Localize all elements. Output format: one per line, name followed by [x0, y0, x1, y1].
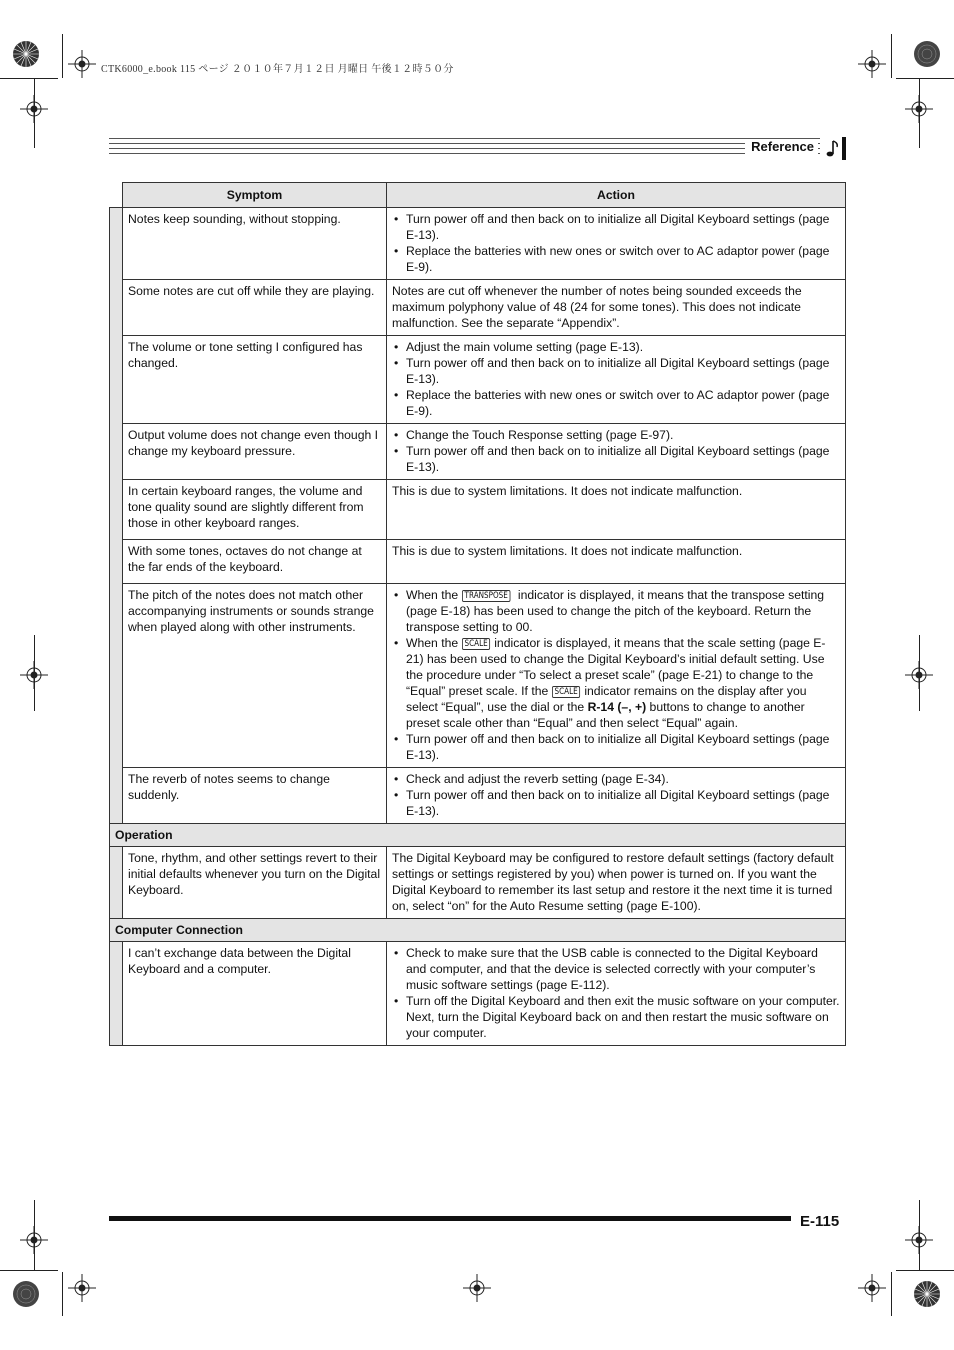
action-item: • Replace the batteries with new ones or switch over to AC adaptor power (page E-9).: [392, 387, 840, 419]
table-gutter: [110, 942, 123, 1046]
symptom-cell: The pitch of the notes does not match other accompanying instruments or sounds strange when played along with other instruments.: [123, 584, 387, 768]
action-item: • Turn power off and then back on to initialize all Digital Keyboard settings (page E-13).: [392, 443, 840, 475]
action-cell: The Digital Keyboard may be configured to restore default settings (factory default settings or settings registered by you) when power is turned on. If you want the Digital Keyboard to remember its last setup and restore it the next time it is turned on, select “on” for the Auto Resume setting (page E-100).: [387, 847, 846, 919]
column-header-action: Action: [387, 183, 846, 208]
table-row: [110, 208, 846, 280]
print-info-line: CTK6000_e.book 115 ページ ２０１０年７月１２日 月曜日 午後１２時５０分: [101, 64, 454, 75]
registration-sunburst-icon: [12, 1280, 40, 1308]
symptom-cell: I can’t exchange data between the Digital Keyboard and a computer.: [123, 942, 387, 1046]
troubleshooting-table: [109, 182, 846, 1046]
transpose-indicator: TRANSPOSE: [462, 590, 510, 602]
action-cell: This is due to system limitations. It does not indicate malfunction.: [387, 540, 846, 584]
action-cell: [387, 768, 846, 824]
music-note-icon: [820, 137, 842, 159]
crosshair-target-icon: [68, 1274, 96, 1302]
action-cell: [387, 336, 846, 424]
registration-sunburst-icon: [913, 1280, 941, 1308]
table-gutter: [110, 183, 123, 208]
symptom-cell: The reverb of notes seems to change suddenly.: [123, 768, 387, 824]
action-item: • Turn power off and then back on to initialize all Digital Keyboard settings (page E-13).: [392, 211, 840, 243]
section-row-operation: [110, 824, 846, 847]
table-header-row: [110, 183, 846, 208]
action-text: buttons to change to another preset scale other than “Equal” and then select “Equal” again.: [406, 700, 805, 730]
section-heading: Computer Connection: [110, 919, 846, 942]
column-header-symptom: Symptom: [123, 183, 387, 208]
action-cell: [387, 584, 846, 768]
table-gutter: [110, 208, 123, 824]
action-item: • Adjust the main volume setting (page E-13).: [392, 339, 840, 355]
registration-sunburst-icon: [913, 40, 941, 68]
symptom-cell: The volume or tone setting I configured has changed.: [123, 336, 387, 424]
section-heading: Operation: [110, 824, 846, 847]
header-rule-lines: [109, 138, 842, 160]
action-text: indicator is displayed, it means that the transpose setting (page E-18) has been used to change the pitch of the keyboard. Return the transpose setting to 00.: [406, 588, 825, 634]
crosshair-target-icon: [858, 1274, 886, 1302]
symptom-cell: With some tones, octaves do not change at the far ends of the keyboard.: [123, 540, 387, 584]
action-text: When the: [406, 636, 459, 650]
footer-rule: [109, 1216, 791, 1221]
table-row: [110, 424, 846, 480]
action-cell: [387, 424, 846, 480]
crosshair-target-icon: [463, 1274, 491, 1302]
table-row: [110, 942, 846, 1046]
action-item: • Check and adjust the reverb setting (page E-34).: [392, 771, 840, 787]
button-reference: R-14 (–, +): [587, 700, 647, 714]
symptom-cell: Tone, rhythm, and other settings revert to their initial defaults whenever you turn on the Digital Keyboard.: [123, 847, 387, 919]
table-row: [110, 540, 846, 584]
table-row: [110, 336, 846, 424]
action-item: • Change the Touch Response setting (page E-97).: [392, 427, 840, 443]
action-cell: [387, 208, 846, 280]
action-text: When the: [406, 588, 459, 602]
table-row: [110, 584, 846, 768]
table-row: [110, 768, 846, 824]
scale-indicator: SCALE: [552, 686, 580, 698]
action-item: • Turn power off and then back on to initialize all Digital Keyboard settings (page E-13).: [392, 787, 840, 819]
action-item: • Replace the batteries with new ones or switch over to AC adaptor power (page E-9).: [392, 243, 840, 275]
scale-indicator: SCALE: [462, 638, 490, 650]
action-text: indicator is displayed, it means that the scale setting (page E-21) has been used to change the Digital Keyboard’s initial default setting. Use the procedure under “To select a preset scale” (page E-21) to change to the “Equal” preset scale. If the: [406, 636, 826, 698]
symptom-cell: Notes keep sounding, without stopping.: [123, 208, 387, 280]
table-row: [110, 280, 846, 336]
action-item: [392, 587, 840, 635]
table-row: [110, 480, 846, 540]
action-item: • Check to make sure that the USB cable is connected to the Digital Keyboard and computer, and that the device is selected correctly with your computer’s music software settings (page E-112).: [392, 945, 840, 993]
symptom-cell: Some notes are cut off while they are playing.: [123, 280, 387, 336]
header-end-bar: [842, 137, 846, 160]
action-text: indicator remains on the display after you select “Equal”, use the dial or the: [406, 684, 807, 714]
symptom-cell: In certain keyboard ranges, the volume and tone quality sound are slightly different from those in other keyboard ranges.: [123, 480, 387, 540]
crosshair-target-icon: [68, 50, 96, 78]
crosshair-target-icon: [858, 50, 886, 78]
action-item: • Turn power off and then back on to initialize all Digital Keyboard settings (page E-13).: [392, 355, 840, 387]
action-item: • Turn power off and then back on to initialize all Digital Keyboard settings (page E-13).: [392, 731, 840, 763]
table-gutter: [110, 847, 123, 919]
action-cell: Notes are cut off whenever the number of notes being sounded exceeds the maximum polyphony value of 48 (24 for some tones). This does not indicate malfunction. See the separate “Appendix”.: [387, 280, 846, 336]
table-row: [110, 847, 846, 919]
registration-sunburst-icon: [12, 40, 40, 68]
symptom-cell: Output volume does not change even though I change my keyboard pressure.: [123, 424, 387, 480]
section-row-computer-connection: [110, 919, 846, 942]
action-cell: [387, 942, 846, 1046]
action-item: [392, 635, 840, 731]
page-number: E-115: [800, 1213, 840, 1230]
section-title: Reference: [745, 139, 818, 154]
action-item: • Turn off the Digital Keyboard and then exit the music software on your computer. Next, turn the Digital Keyboard back on and then restart the music software on your computer.: [392, 993, 840, 1041]
action-cell: This is due to system limitations. It does not indicate malfunction.: [387, 480, 846, 540]
